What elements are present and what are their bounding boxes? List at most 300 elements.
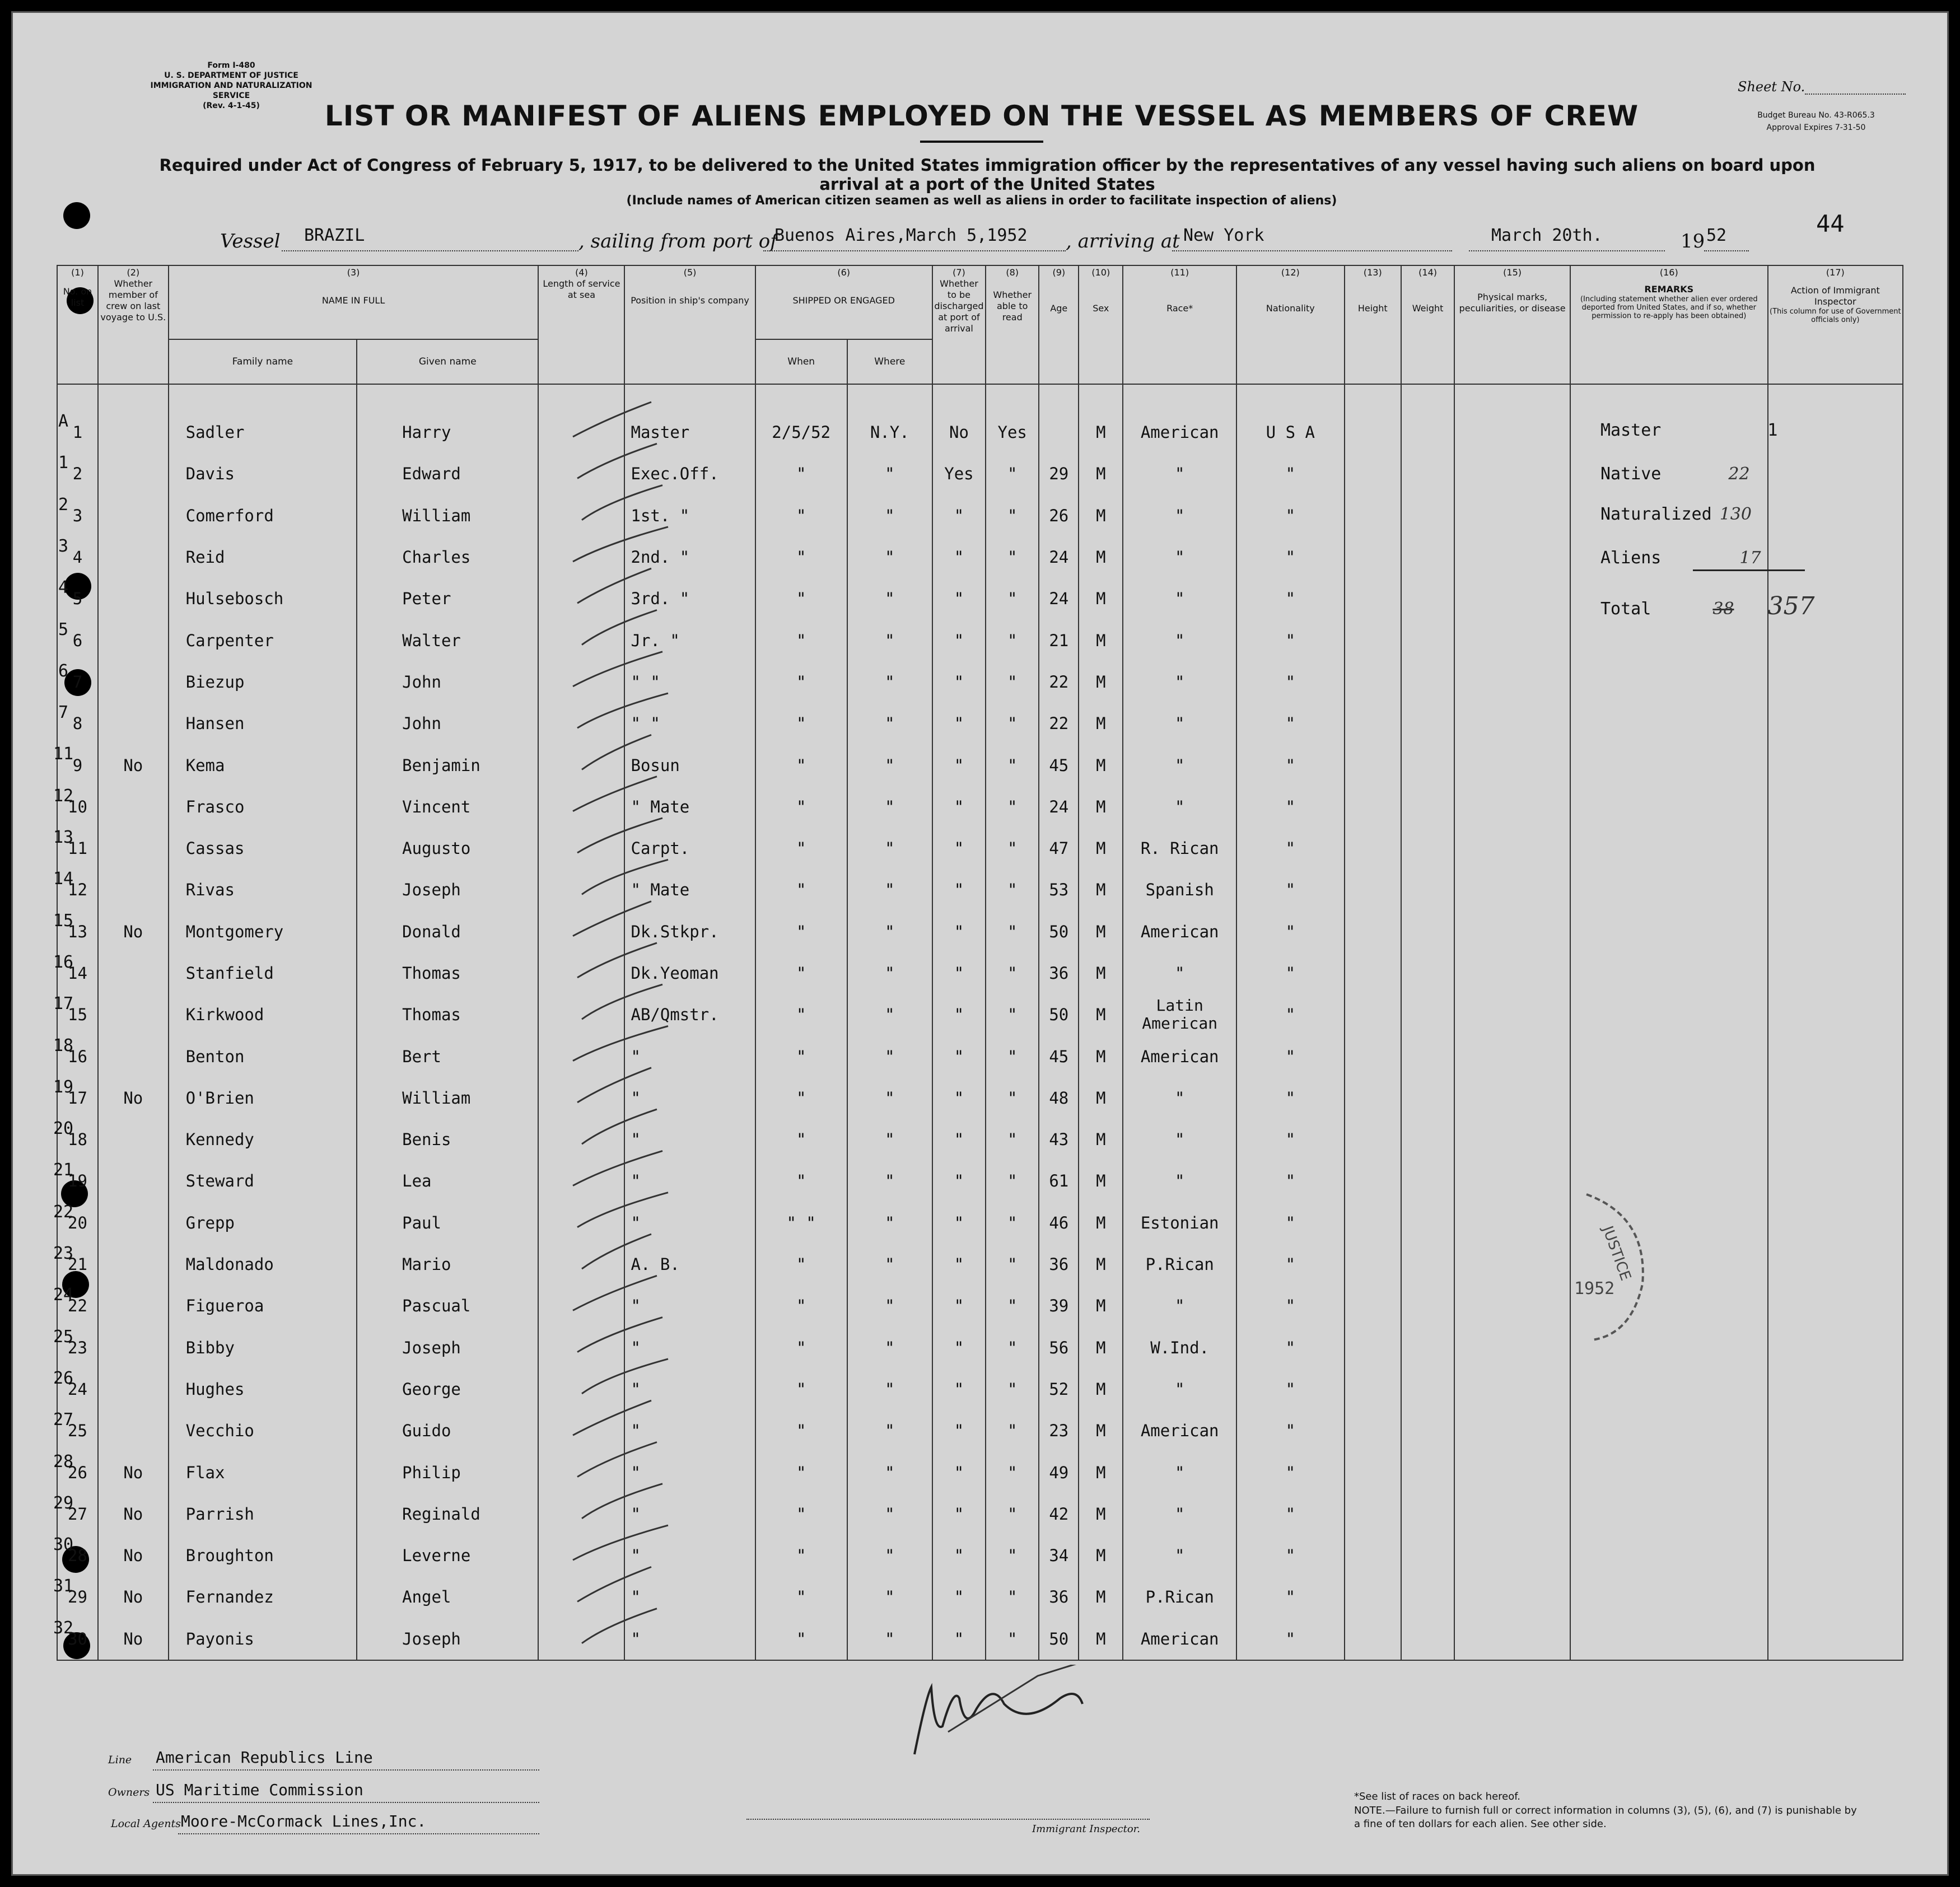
cell-position: " <box>624 1327 755 1368</box>
cell-discharged: " <box>932 1618 986 1660</box>
form-revision: (Rev. 4-1-45) <box>203 101 260 110</box>
cell-shipped-when: " <box>755 1077 847 1119</box>
cell-discharged: " <box>932 1202 986 1244</box>
cell-discharged: " <box>932 911 986 952</box>
cell-previous-voyage: No <box>98 1535 169 1576</box>
cell-family-name: Steward <box>169 1160 357 1202</box>
cell-shipped-where: " <box>847 1368 932 1410</box>
agents-value: Moore-McCormack Lines,Inc. <box>181 1812 427 1830</box>
margin-line-number: 5 <box>58 619 69 639</box>
cell-previous-voyage: No <box>98 744 169 786</box>
pencil-tick <box>573 527 668 562</box>
cell-given-name: Guido <box>357 1410 538 1451</box>
cell-sex: M <box>1079 828 1123 869</box>
cell-nationality: " <box>1236 828 1345 869</box>
cell-sex: M <box>1079 1451 1123 1493</box>
cell-given-name: John <box>357 661 538 703</box>
cell-sex: M <box>1079 1160 1123 1202</box>
vessel-name: BRAZIL <box>304 226 365 245</box>
cell-no-on-list: 25 <box>57 1410 98 1451</box>
margin-line-number: 14 <box>53 869 74 889</box>
cell-discharged: " <box>932 1244 986 1285</box>
cell-race: American <box>1123 412 1236 453</box>
cell-no-on-list: 24 <box>57 1368 98 1410</box>
cell-nationality: " <box>1236 1119 1345 1160</box>
tally-naturalized: Naturalized 130 <box>1600 505 1752 524</box>
cell-discharged: " <box>932 952 986 994</box>
cell-sex: M <box>1079 453 1123 494</box>
cell-position: " Mate <box>624 786 755 828</box>
cell-shipped-where: " <box>847 1077 932 1119</box>
justice-stamp <box>1564 1183 1665 1351</box>
margin-line-number: 29 <box>53 1493 74 1513</box>
cell-given-name: Pascual <box>357 1285 538 1326</box>
cell-shipped-when: " <box>755 578 847 619</box>
cell-nationality: " <box>1236 661 1345 703</box>
cell-given-name: Peter <box>357 578 538 619</box>
cell-able-to-read: " <box>986 1035 1039 1077</box>
cell-given-name: Angel <box>357 1576 538 1618</box>
cell-discharged: Yes <box>932 453 986 494</box>
pencil-tick <box>582 1359 668 1394</box>
tally-aliens: Aliens 17 <box>1600 548 1761 568</box>
cell-family-name: Flax <box>169 1451 357 1493</box>
owners-value: US Maritime Commission <box>156 1781 363 1799</box>
cell-shipped-where: " <box>847 869 932 910</box>
cell-nationality: " <box>1236 744 1345 786</box>
manifest-sheet <box>11 11 1949 1876</box>
margin-line-number: 22 <box>53 1202 74 1222</box>
cell-able-to-read: " <box>986 1119 1039 1160</box>
cell-discharged: " <box>932 1077 986 1119</box>
cell-given-name: Walter <box>357 619 538 661</box>
cell-no-on-list: 6 <box>57 619 98 661</box>
cell-able-to-read: " <box>986 1576 1039 1618</box>
cell-discharged: No <box>932 412 986 453</box>
cell-sex: M <box>1079 536 1123 578</box>
tally-total: Total 38 357 <box>1600 592 1815 620</box>
cell-race: " <box>1123 661 1236 703</box>
margin-line-number: 21 <box>53 1160 74 1180</box>
cell-family-name: Reid <box>169 536 357 578</box>
line-label: Line <box>108 1754 132 1766</box>
cell-shipped-where: " <box>847 495 932 536</box>
cell-nationality: " <box>1236 786 1345 828</box>
cell-age: 36 <box>1039 952 1079 994</box>
margin-line-number: A <box>58 412 69 431</box>
margin-line-number: 4 <box>58 578 69 598</box>
cell-shipped-when: " <box>755 1119 847 1160</box>
cell-no-on-list: 5 <box>57 578 98 619</box>
cell-shipped-when: " <box>755 619 847 661</box>
cell-race: " <box>1123 1368 1236 1410</box>
cell-discharged: " <box>932 1285 986 1326</box>
cell-given-name: Edward <box>357 453 538 494</box>
cell-nationality: " <box>1236 869 1345 910</box>
cell-sex: M <box>1079 1285 1123 1326</box>
cell-race: " <box>1123 619 1236 661</box>
cell-race: American <box>1123 911 1236 952</box>
cell-previous-voyage: No <box>98 1618 169 1660</box>
cell-family-name: Kema <box>169 744 357 786</box>
cell-given-name: Joseph <box>357 1327 538 1368</box>
pencil-tick <box>577 1442 657 1477</box>
cell-sex: M <box>1079 1368 1123 1410</box>
cell-sex: M <box>1079 869 1123 910</box>
cell-given-name: Benis <box>357 1119 538 1160</box>
cell-able-to-read: " <box>986 911 1039 952</box>
pencil-tick <box>573 1026 668 1061</box>
cell-nationality: " <box>1236 1160 1345 1202</box>
cell-age: 22 <box>1039 661 1079 703</box>
cell-discharged: " <box>932 1535 986 1576</box>
cell-family-name: Vecchio <box>169 1410 357 1451</box>
cell-race: " <box>1123 703 1236 744</box>
cell-previous-voyage: No <box>98 1493 169 1535</box>
cell-sex: M <box>1079 786 1123 828</box>
pencil-tick <box>573 1525 668 1560</box>
cell-nationality: " <box>1236 703 1345 744</box>
cell-nationality: " <box>1236 994 1345 1035</box>
cell-family-name: O'Brien <box>169 1077 357 1119</box>
cell-able-to-read: " <box>986 661 1039 703</box>
cell-family-name: Figueroa <box>169 1285 357 1326</box>
pencil-tick <box>573 652 662 686</box>
cell-no-on-list: 13 <box>57 911 98 952</box>
cell-age: 45 <box>1039 1035 1079 1077</box>
cell-given-name: Bert <box>357 1035 538 1077</box>
agents-label: Local Agents <box>111 1818 181 1830</box>
margin-line-number: 24 <box>53 1285 74 1305</box>
cell-age: 24 <box>1039 786 1079 828</box>
cell-race: " <box>1123 578 1236 619</box>
svg-text:JUSTICE: JUSTICE <box>1599 1223 1634 1283</box>
cell-nationality: " <box>1236 1535 1345 1576</box>
cell-position: AB/Qmstr. <box>624 994 755 1035</box>
cell-discharged: " <box>932 495 986 536</box>
pencil-tick <box>582 485 662 520</box>
pencil-tick <box>577 568 651 603</box>
cell-shipped-where: " <box>847 1327 932 1368</box>
cell-discharged: " <box>932 1035 986 1077</box>
sailing-label: , sailing from port of <box>578 230 777 253</box>
cell-previous-voyage: No <box>98 911 169 952</box>
cell-race: American <box>1123 1410 1236 1451</box>
cell-race: P.Rican <box>1123 1576 1236 1618</box>
col-nationality: (12) Nationality <box>1236 265 1345 384</box>
sheet-no-label: Sheet No. <box>1738 79 1805 95</box>
margin-line-number: 20 <box>53 1119 74 1139</box>
arriving-label: , arriving at <box>1066 230 1180 253</box>
tally-master: Master 1 <box>1600 421 1778 440</box>
col-shipped-where: Where <box>847 339 932 384</box>
cell-given-name: Mario <box>357 1244 538 1285</box>
cell-age: 50 <box>1039 994 1079 1035</box>
cell-age: 24 <box>1039 578 1079 619</box>
cell-family-name: Maldonado <box>169 1244 357 1285</box>
cell-no-on-list: 23 <box>57 1327 98 1368</box>
cell-discharged: " <box>932 1368 986 1410</box>
cell-shipped-when: " <box>755 1035 847 1077</box>
cell-family-name: Parrish <box>169 1493 357 1535</box>
cell-able-to-read: " <box>986 703 1039 744</box>
cell-age: 22 <box>1039 703 1079 744</box>
cell-no-on-list: 30 <box>57 1618 98 1660</box>
svg-text:1952: 1952 <box>1574 1279 1615 1299</box>
cell-shipped-where: " <box>847 1576 932 1618</box>
cell-able-to-read: " <box>986 1285 1039 1326</box>
cell-age: 43 <box>1039 1119 1079 1160</box>
cell-nationality: " <box>1236 1368 1345 1410</box>
cell-no-on-list: 15 <box>57 994 98 1035</box>
pencil-tick-marks <box>13 13 1950 1877</box>
col-inspector-action: (17) Action of Immigrant Inspector (This column for use of Government officials only) <box>1768 265 1903 384</box>
margin-line-number: 3 <box>58 536 69 556</box>
cell-race: Latin American <box>1123 994 1236 1035</box>
cell-shipped-when: " <box>755 1576 847 1618</box>
cell-position: " <box>624 1077 755 1119</box>
cell-able-to-read: " <box>986 1368 1039 1410</box>
cell-shipped-when: " <box>755 994 847 1035</box>
cell-race: " <box>1123 744 1236 786</box>
pencil-tick <box>582 1609 657 1643</box>
cell-age: 50 <box>1039 911 1079 952</box>
cell-able-to-read: " <box>986 1535 1039 1576</box>
cell-sex: M <box>1079 1077 1123 1119</box>
cell-no-on-list: 16 <box>57 1035 98 1077</box>
cell-shipped-where: " <box>847 661 932 703</box>
cell-family-name: Biezup <box>169 661 357 703</box>
pencil-tick <box>577 943 657 978</box>
pencil-tick <box>582 735 651 769</box>
cell-position: Dk.Yeoman <box>624 952 755 994</box>
cell-position: " Mate <box>624 869 755 910</box>
cell-sex: M <box>1079 1327 1123 1368</box>
cell-age: 46 <box>1039 1202 1079 1244</box>
margin-line-number: 32 <box>53 1618 74 1638</box>
cell-position: " <box>624 1576 755 1618</box>
cell-shipped-where: " <box>847 994 932 1035</box>
line-value: American Republics Line <box>156 1748 373 1767</box>
cell-position: " <box>624 1410 755 1451</box>
cell-position: " " <box>624 661 755 703</box>
cell-age: 47 <box>1039 828 1079 869</box>
cell-able-to-read: " <box>986 1451 1039 1493</box>
cell-family-name: Sadler <box>169 412 357 453</box>
cell-race: " <box>1123 786 1236 828</box>
cell-no-on-list: 21 <box>57 1244 98 1285</box>
cell-no-on-list: 10 <box>57 786 98 828</box>
cell-position: " <box>624 1451 755 1493</box>
cell-able-to-read: " <box>986 453 1039 494</box>
cell-shipped-where: " <box>847 703 932 744</box>
pencil-tick <box>577 1318 662 1352</box>
cell-nationality: " <box>1236 1576 1345 1618</box>
col-physical-marks: (15) Physical marks, peculiarities, or disease <box>1454 265 1570 384</box>
pencil-tick <box>577 1068 651 1103</box>
cell-age: 53 <box>1039 869 1079 910</box>
cell-shipped-when: " <box>755 952 847 994</box>
cell-no-on-list: 17 <box>57 1077 98 1119</box>
pencil-tick <box>582 1484 662 1519</box>
cell-sex: M <box>1079 1535 1123 1576</box>
cell-no-on-list: 8 <box>57 703 98 744</box>
cell-nationality: " <box>1236 1493 1345 1535</box>
cell-age: 21 <box>1039 619 1079 661</box>
cell-able-to-read: " <box>986 869 1039 910</box>
cell-discharged: " <box>932 619 986 661</box>
cell-family-name: Grepp <box>169 1202 357 1244</box>
margin-line-number: 16 <box>53 952 74 972</box>
cell-no-on-list: 29 <box>57 1576 98 1618</box>
department-name: U. S. DEPARTMENT OF JUSTICE <box>164 71 298 80</box>
cell-able-to-read: " <box>986 1160 1039 1202</box>
budget-bureau: Budget Bureau No. 43-R065.3 <box>1757 111 1875 120</box>
cell-position: Jr. " <box>624 619 755 661</box>
cell-position: " " <box>624 703 755 744</box>
cell-position: " <box>624 1035 755 1077</box>
cell-position: " <box>624 1368 755 1410</box>
arriving-port: New York <box>1183 226 1264 245</box>
cell-race: " <box>1123 1451 1236 1493</box>
cell-position: Master <box>624 412 755 453</box>
cell-sex: M <box>1079 1410 1123 1451</box>
col-able-to-read: (8) Whether able to read <box>986 265 1039 384</box>
cell-shipped-where: " <box>847 1285 932 1326</box>
cell-family-name: Carpenter <box>169 619 357 661</box>
cell-shipped-where: " <box>847 619 932 661</box>
col-remarks: (16) REMARKS (Including statement whether alien ever ordered deported from United States, and if so, whether permission to re-apply has been obtained) <box>1570 265 1768 384</box>
cell-given-name: Joseph <box>357 1618 538 1660</box>
include-note: (Include names of American citizen seamen as well as aliens in order to facilitate inspection of aliens) <box>626 194 1337 208</box>
cell-discharged: " <box>932 994 986 1035</box>
cell-family-name: Payonis <box>169 1618 357 1660</box>
arrival-year: 52 <box>1706 226 1727 245</box>
cell-position: 1st. " <box>624 495 755 536</box>
pencil-tick <box>573 1400 651 1435</box>
cell-age: 36 <box>1039 1576 1079 1618</box>
cell-nationality: U S A <box>1236 412 1345 453</box>
cell-age: 52 <box>1039 1368 1079 1410</box>
subtitle: Required under Act of Congress of February 5, 1917, to be delivered to the United States immigration officer by the representatives of any vessel having such aliens on board upon arrival at a port of the United States <box>159 156 1816 194</box>
cell-sex: M <box>1079 703 1123 744</box>
pencil-tick <box>573 1276 657 1310</box>
cell-shipped-when: " <box>755 828 847 869</box>
inspector-signature-line <box>746 1819 1150 1820</box>
cell-race: " <box>1123 1493 1236 1535</box>
cell-given-name: John <box>357 703 538 744</box>
cell-sex: M <box>1079 1119 1123 1160</box>
cell-race: American <box>1123 1035 1236 1077</box>
sailing-port: Buenos Aires,March 5,1952 <box>774 226 1028 245</box>
cell-shipped-where: " <box>847 1202 932 1244</box>
cell-given-name: Augusto <box>357 828 538 869</box>
cell-age: 49 <box>1039 1451 1079 1493</box>
pencil-tick <box>577 443 657 478</box>
cell-nationality: " <box>1236 1410 1345 1451</box>
cell-no-on-list: 28 <box>57 1535 98 1576</box>
cell-shipped-where: " <box>847 1160 932 1202</box>
cell-shipped-when: " <box>755 744 847 786</box>
cell-able-to-read: " <box>986 1493 1039 1535</box>
cell-nationality: " <box>1236 1244 1345 1285</box>
cell-no-on-list: 18 <box>57 1119 98 1160</box>
cell-family-name: Frasco <box>169 786 357 828</box>
vessel-label: Vessel <box>220 230 281 253</box>
margin-line-number: 11 <box>53 744 74 764</box>
cell-shipped-when: " <box>755 495 847 536</box>
cell-given-name: Donald <box>357 911 538 952</box>
cell-given-name: Reginald <box>357 1493 538 1535</box>
inspector-label: Immigrant Inspector. <box>1032 1823 1141 1835</box>
cell-shipped-where: " <box>847 536 932 578</box>
cell-discharged: " <box>932 1119 986 1160</box>
owners-label: Owners <box>108 1786 150 1799</box>
cell-family-name: Benton <box>169 1035 357 1077</box>
cell-shipped-where: " <box>847 786 932 828</box>
cell-able-to-read: " <box>986 495 1039 536</box>
cell-discharged: " <box>932 703 986 744</box>
cell-race: " <box>1123 536 1236 578</box>
pencil-tick <box>582 1109 657 1144</box>
cell-age: 29 <box>1039 453 1079 494</box>
cell-shipped-when: " <box>755 703 847 744</box>
cell-age: 48 <box>1039 1077 1079 1119</box>
cell-age: 23 <box>1039 1410 1079 1451</box>
cell-nationality: " <box>1236 1618 1345 1660</box>
cell-age: 24 <box>1039 536 1079 578</box>
margin-line-number: 7 <box>58 703 69 723</box>
cell-family-name: Cassas <box>169 828 357 869</box>
cell-discharged: " <box>932 786 986 828</box>
cell-sex: M <box>1079 578 1123 619</box>
pencil-tick <box>577 693 668 728</box>
cell-able-to-read: " <box>986 1202 1039 1244</box>
margin-line-number: 26 <box>53 1368 74 1388</box>
pencil-tick <box>582 984 662 1019</box>
cell-family-name: Montgomery <box>169 911 357 952</box>
cell-position: A. B. <box>624 1244 755 1285</box>
cell-shipped-where: " <box>847 1451 932 1493</box>
cell-race: Estonian <box>1123 1202 1236 1244</box>
pencil-tick <box>573 902 651 936</box>
cell-position: " <box>624 1493 755 1535</box>
cell-able-to-read: " <box>986 1410 1039 1451</box>
cell-able-to-read: Yes <box>986 412 1039 453</box>
pencil-tick <box>577 1193 668 1227</box>
cell-given-name: Paul <box>357 1202 538 1244</box>
cell-nationality: " <box>1236 911 1345 952</box>
col-given-name: Given name <box>357 339 538 384</box>
cell-shipped-when: " <box>755 1410 847 1451</box>
margin-line-number: 28 <box>53 1451 74 1472</box>
cell-shipped-when: " <box>755 1244 847 1285</box>
cell-sex: M <box>1079 1202 1123 1244</box>
margin-line-number: 15 <box>53 910 74 931</box>
cell-shipped-where: " <box>847 1618 932 1660</box>
cell-position: " <box>624 1285 755 1326</box>
cell-discharged: " <box>932 1160 986 1202</box>
cell-position: " <box>624 1618 755 1660</box>
cell-discharged: " <box>932 1410 986 1451</box>
col-discharged: (7) Whether to be discharged at port of arrival <box>932 265 986 384</box>
cell-shipped-where: " <box>847 1244 932 1285</box>
cell-discharged: " <box>932 536 986 578</box>
cell-sex: M <box>1079 661 1123 703</box>
cell-race: " <box>1123 1119 1236 1160</box>
cell-shipped-when: " <box>755 1368 847 1410</box>
cell-family-name: Hansen <box>169 703 357 744</box>
